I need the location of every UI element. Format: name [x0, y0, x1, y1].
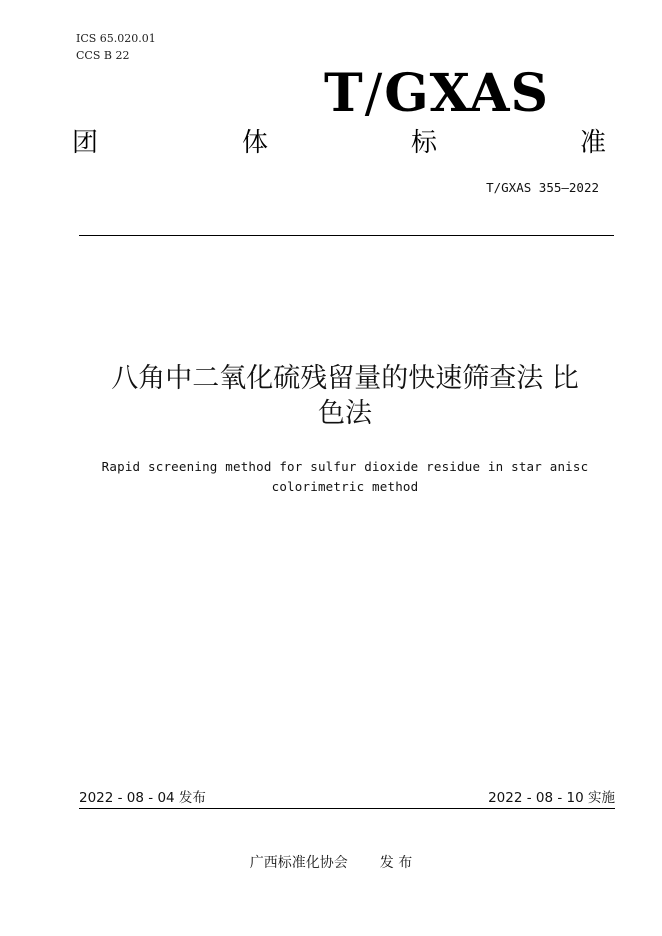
logo-letter-t: T	[324, 63, 364, 124]
standard-logo	[324, 63, 584, 124]
issuer-organization: 广西标准化协会	[249, 855, 348, 871]
logo-slash: /	[364, 64, 384, 124]
standard-kind-char: 团	[72, 128, 99, 158]
english-title	[70, 457, 620, 497]
standard-kind-char: 标	[411, 128, 438, 158]
standard-code: T/GXAS 355—2022	[486, 180, 599, 195]
chinese-title-line-1: 八角中二氧化硫残留量的快速筛查法 比	[111, 363, 579, 394]
logo-letters-gxas: GXAS	[384, 63, 550, 124]
chinese-title	[70, 361, 620, 431]
standard-kind-char: 准	[580, 128, 607, 158]
issuer	[0, 854, 662, 872]
issuer-action: 发 布	[379, 855, 413, 871]
english-title-line-1: Rapid screening method for sulfur dioxide residue in star anisc	[101, 459, 589, 474]
ccs-code: CCS B 22	[76, 49, 130, 62]
implement-date: 2022 - 08 - 10 实施	[488, 790, 615, 806]
ics-code: ICS 65.020.01	[76, 32, 156, 45]
standard-kind-char: 体	[242, 128, 269, 158]
header-divider	[79, 235, 614, 236]
english-title-line-2: colorimetric method	[271, 479, 419, 494]
chinese-title-line-2: 色法	[318, 398, 372, 429]
footer-divider	[79, 808, 615, 809]
publish-date: 2022 - 08 - 04 发布	[79, 790, 206, 806]
